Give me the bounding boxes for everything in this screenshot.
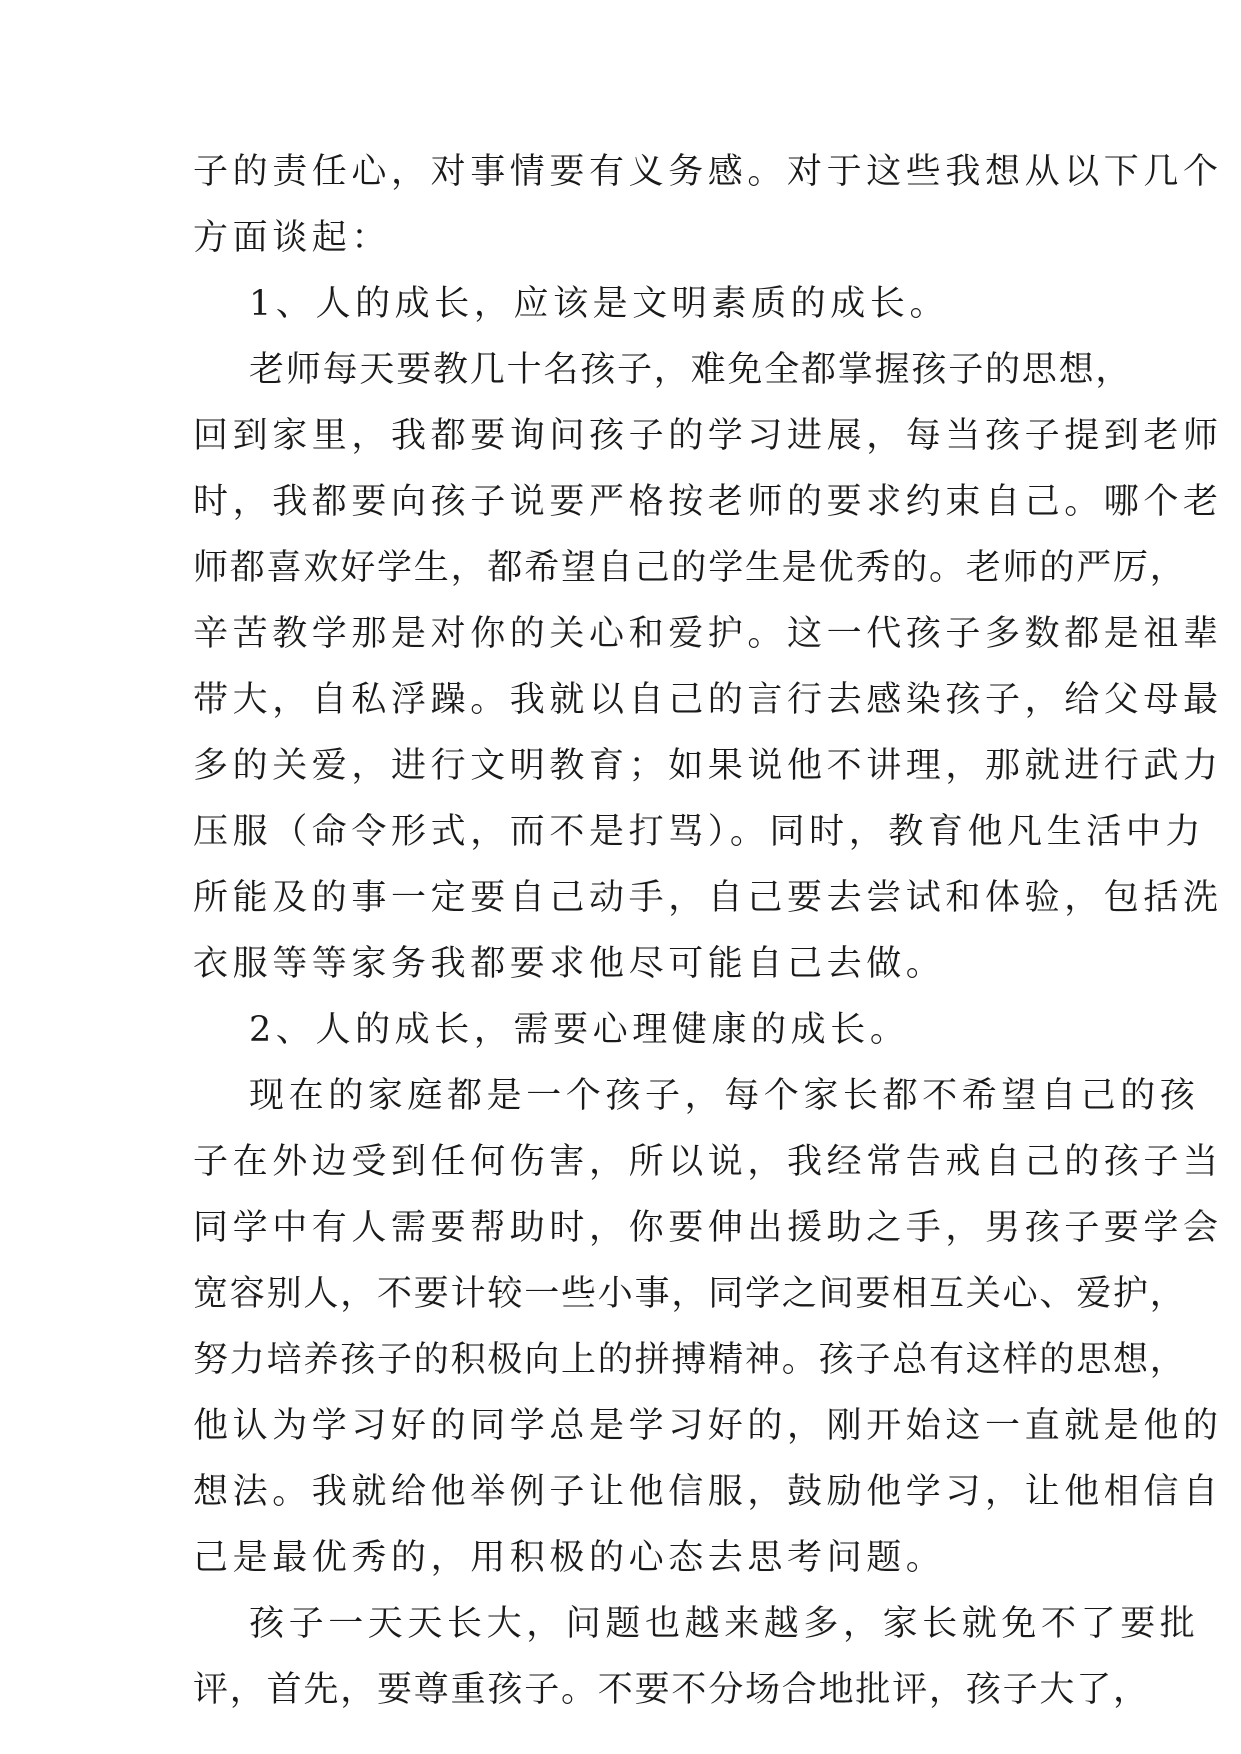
text-line: 现在的家庭都是一个孩子，每个家长都不希望自己的孩 [249, 1076, 1200, 1116]
text-line: 方面谈起： [193, 218, 392, 258]
text-line: 师都喜欢好学生，都希望自己的学生是优秀的。老师的严厉， [193, 548, 1187, 588]
text-line: 努力培养孩子的积极向上的拼搏精神。孩子总有这样的思想， [193, 1340, 1187, 1380]
section-heading: 2、人的成长，需要心理健康的成长。 [249, 1010, 910, 1050]
text-line: 己是最优秀的，用积极的心态去思考问题。 [193, 1538, 946, 1578]
text-line: 压服（命令形式，而不是打骂）。同时，教育他凡生活中力 [193, 812, 1206, 852]
text-line: 回到家里，我都要询问孩子的学习进展，每当孩子提到老师 [193, 416, 1223, 456]
text-line: 子的责任心，对事情要有义务感。对于这些我想从以下几个 [193, 152, 1223, 192]
text-line: 宽容别人，不要计较一些小事，同学之间要相互关心、爱护， [193, 1274, 1187, 1314]
text-line: 所能及的事一定要自己动手，自己要去尝试和体验，包括洗 [193, 878, 1223, 918]
text-line: 孩子一天天长大，问题也越来越多，家长就免不了要批 [249, 1604, 1200, 1644]
text-line: 他认为学习好的同学总是学习好的，刚开始这一直就是他的 [193, 1406, 1223, 1446]
text-line: 多的关爱，进行文明教育；如果说他不讲理，那就进行武力 [193, 746, 1223, 786]
text-line: 时，我都要向孩子说要严格按老师的要求约束自己。哪个老 [193, 482, 1223, 522]
text-line: 想法。我就给他举例子让他信服，鼓励他学习，让他相信自 [193, 1472, 1223, 1512]
text-line: 辛苦教学那是对你的关心和爱护。这一代孩子多数都是祖辈 [193, 614, 1223, 654]
text-line: 子在外边受到任何伤害，所以说，我经常告戒自己的孩子当 [193, 1142, 1223, 1182]
text-line: 评，首先，要尊重孩子。不要不分场合地批评，孩子大了， [193, 1670, 1150, 1710]
text-line: 同学中有人需要帮助时，你要伸出援助之手，男孩子要学会 [193, 1208, 1223, 1248]
section-heading: 1、人的成长，应该是文明素质的成长。 [249, 284, 950, 324]
text-line: 带大，自私浮躁。我就以自己的言行去感染孩子，给父母最 [193, 680, 1223, 720]
text-line: 衣服等等家务我都要求他尽可能自己去做。 [193, 944, 946, 984]
text-line: 老师每天要教几十名孩子，难免全都掌握孩子的思想， [249, 350, 1133, 390]
